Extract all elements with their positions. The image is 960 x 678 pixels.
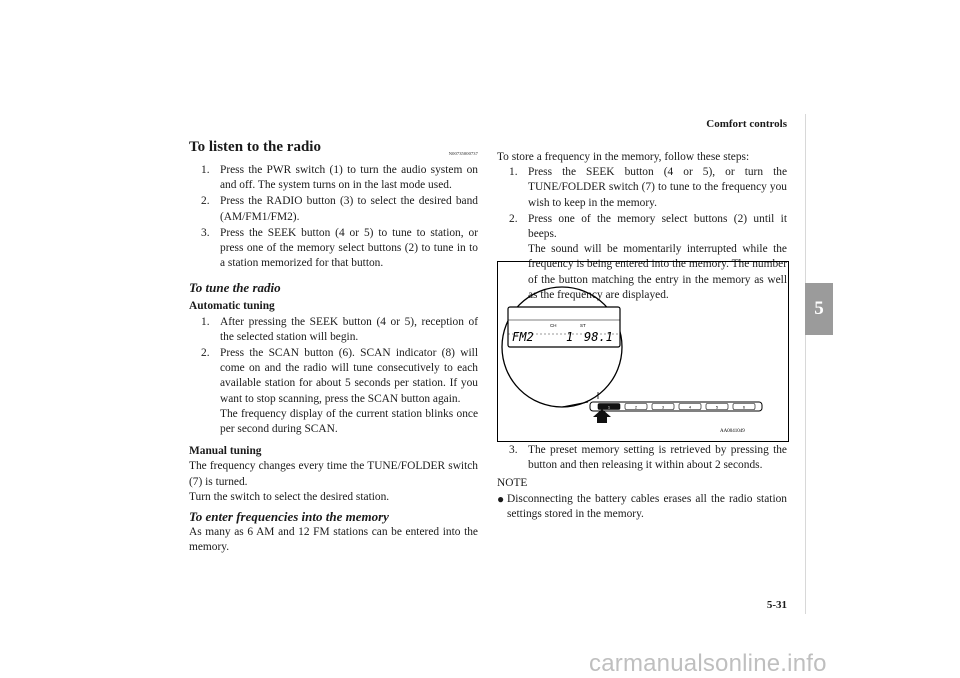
running-header: Comfort controls [706, 118, 787, 130]
page-number: 5-31 [766, 599, 787, 611]
subheading-manual: Manual tuning [189, 445, 262, 458]
radio-illustration [498, 262, 788, 441]
list-item: 1. Press the SEEK button (4 or 5), or turn the TUNE/FOLDER switch (7) to tune to the frequency you wish to keep in the memory. [509, 166, 787, 209]
preset-button-label: 4 [688, 404, 692, 410]
ch-indicator: CH [550, 323, 557, 328]
st-indicator: ST [580, 323, 586, 328]
chapter-tab: 5 [805, 283, 833, 335]
note-item: ● Disconnecting the battery cables erases all the radio station settings stored in the memory. [497, 492, 787, 522]
step2-continued: The sound will be momentarily interrupted while the frequency is being entered into the memory. The number of the button matching the entry in the memory as well as the frequency are displayed. [528, 243, 787, 301]
figure-code: AA0041049 [720, 429, 745, 434]
margin-rule [805, 114, 806, 614]
lcd-band: FM2 [512, 330, 534, 344]
preset-button-label: 1 [607, 404, 611, 410]
watermark: carmanualsonline.info [589, 650, 827, 677]
radio-display-figure [497, 261, 789, 442]
bullet-icon: ● [497, 491, 505, 506]
right-column-bottom [497, 443, 787, 522]
scan-note: The frequency display of the current station blinks once per second during SCAN. [220, 407, 478, 436]
list-item: 2. Press the RADIO button (3) to select the desired band (AM/FM1/FM2). [201, 195, 478, 223]
list-item: 2. Press one of the memory select buttons (2) until it beeps. [509, 212, 787, 241]
preset-button-label: 3 [661, 404, 665, 410]
list-item: 1. Press the PWR switch (1) to turn the audio system on and off. The system turns on in the last mode used. [201, 164, 478, 192]
heading-memory: To enter frequencies into the memory [189, 509, 389, 525]
note-label: NOTE [497, 477, 528, 490]
list-item: 3. The preset memory setting is retrieved by pressing the button and then releasing it within about 2 seconds. [509, 444, 787, 472]
subheading-auto: Automatic tuning [189, 300, 275, 313]
preset-button-label: 5 [715, 404, 719, 410]
list-item: 1. After pressing the SEEK button (4 or 5), reception of the selected station will begin. [201, 315, 478, 343]
lcd-preset: 1 [566, 330, 574, 344]
heading-tune: To tune the radio [189, 280, 281, 296]
section-code: N00735000737 [448, 151, 478, 156]
preset-button-label: 2 [634, 404, 638, 410]
manual-text: The frequency changes every time the TUNE/FOLDER switch (7) is turned. [189, 460, 478, 488]
left-column [189, 138, 478, 555]
heading-listen-wrap [189, 138, 478, 156]
list-item: 3. Press the SEEK button (4 or 5) to tune to station, or press one of the memory select buttons (2) to tune in to a station memorized for that button. [201, 226, 478, 270]
lcd-frequency: 98.1 [584, 330, 613, 344]
memory-text: As many as 6 AM and 12 FM stations can be entered into the memory. [189, 526, 478, 554]
manual-text-2: Turn the switch to select the desired station. [189, 490, 390, 503]
store-intro: To store a frequency in the memory, follow these steps: [497, 151, 750, 163]
list-item: 2. Press the SCAN button (6). SCAN indicator (8) will come on and the radio will tune consecutively to each available station for about 5 seconds per station. If you want to stop scanning, press the SCAN button again. [201, 347, 478, 405]
preset-button-label: 6 [742, 404, 746, 410]
heading-listen: To listen to the radio [189, 139, 321, 155]
